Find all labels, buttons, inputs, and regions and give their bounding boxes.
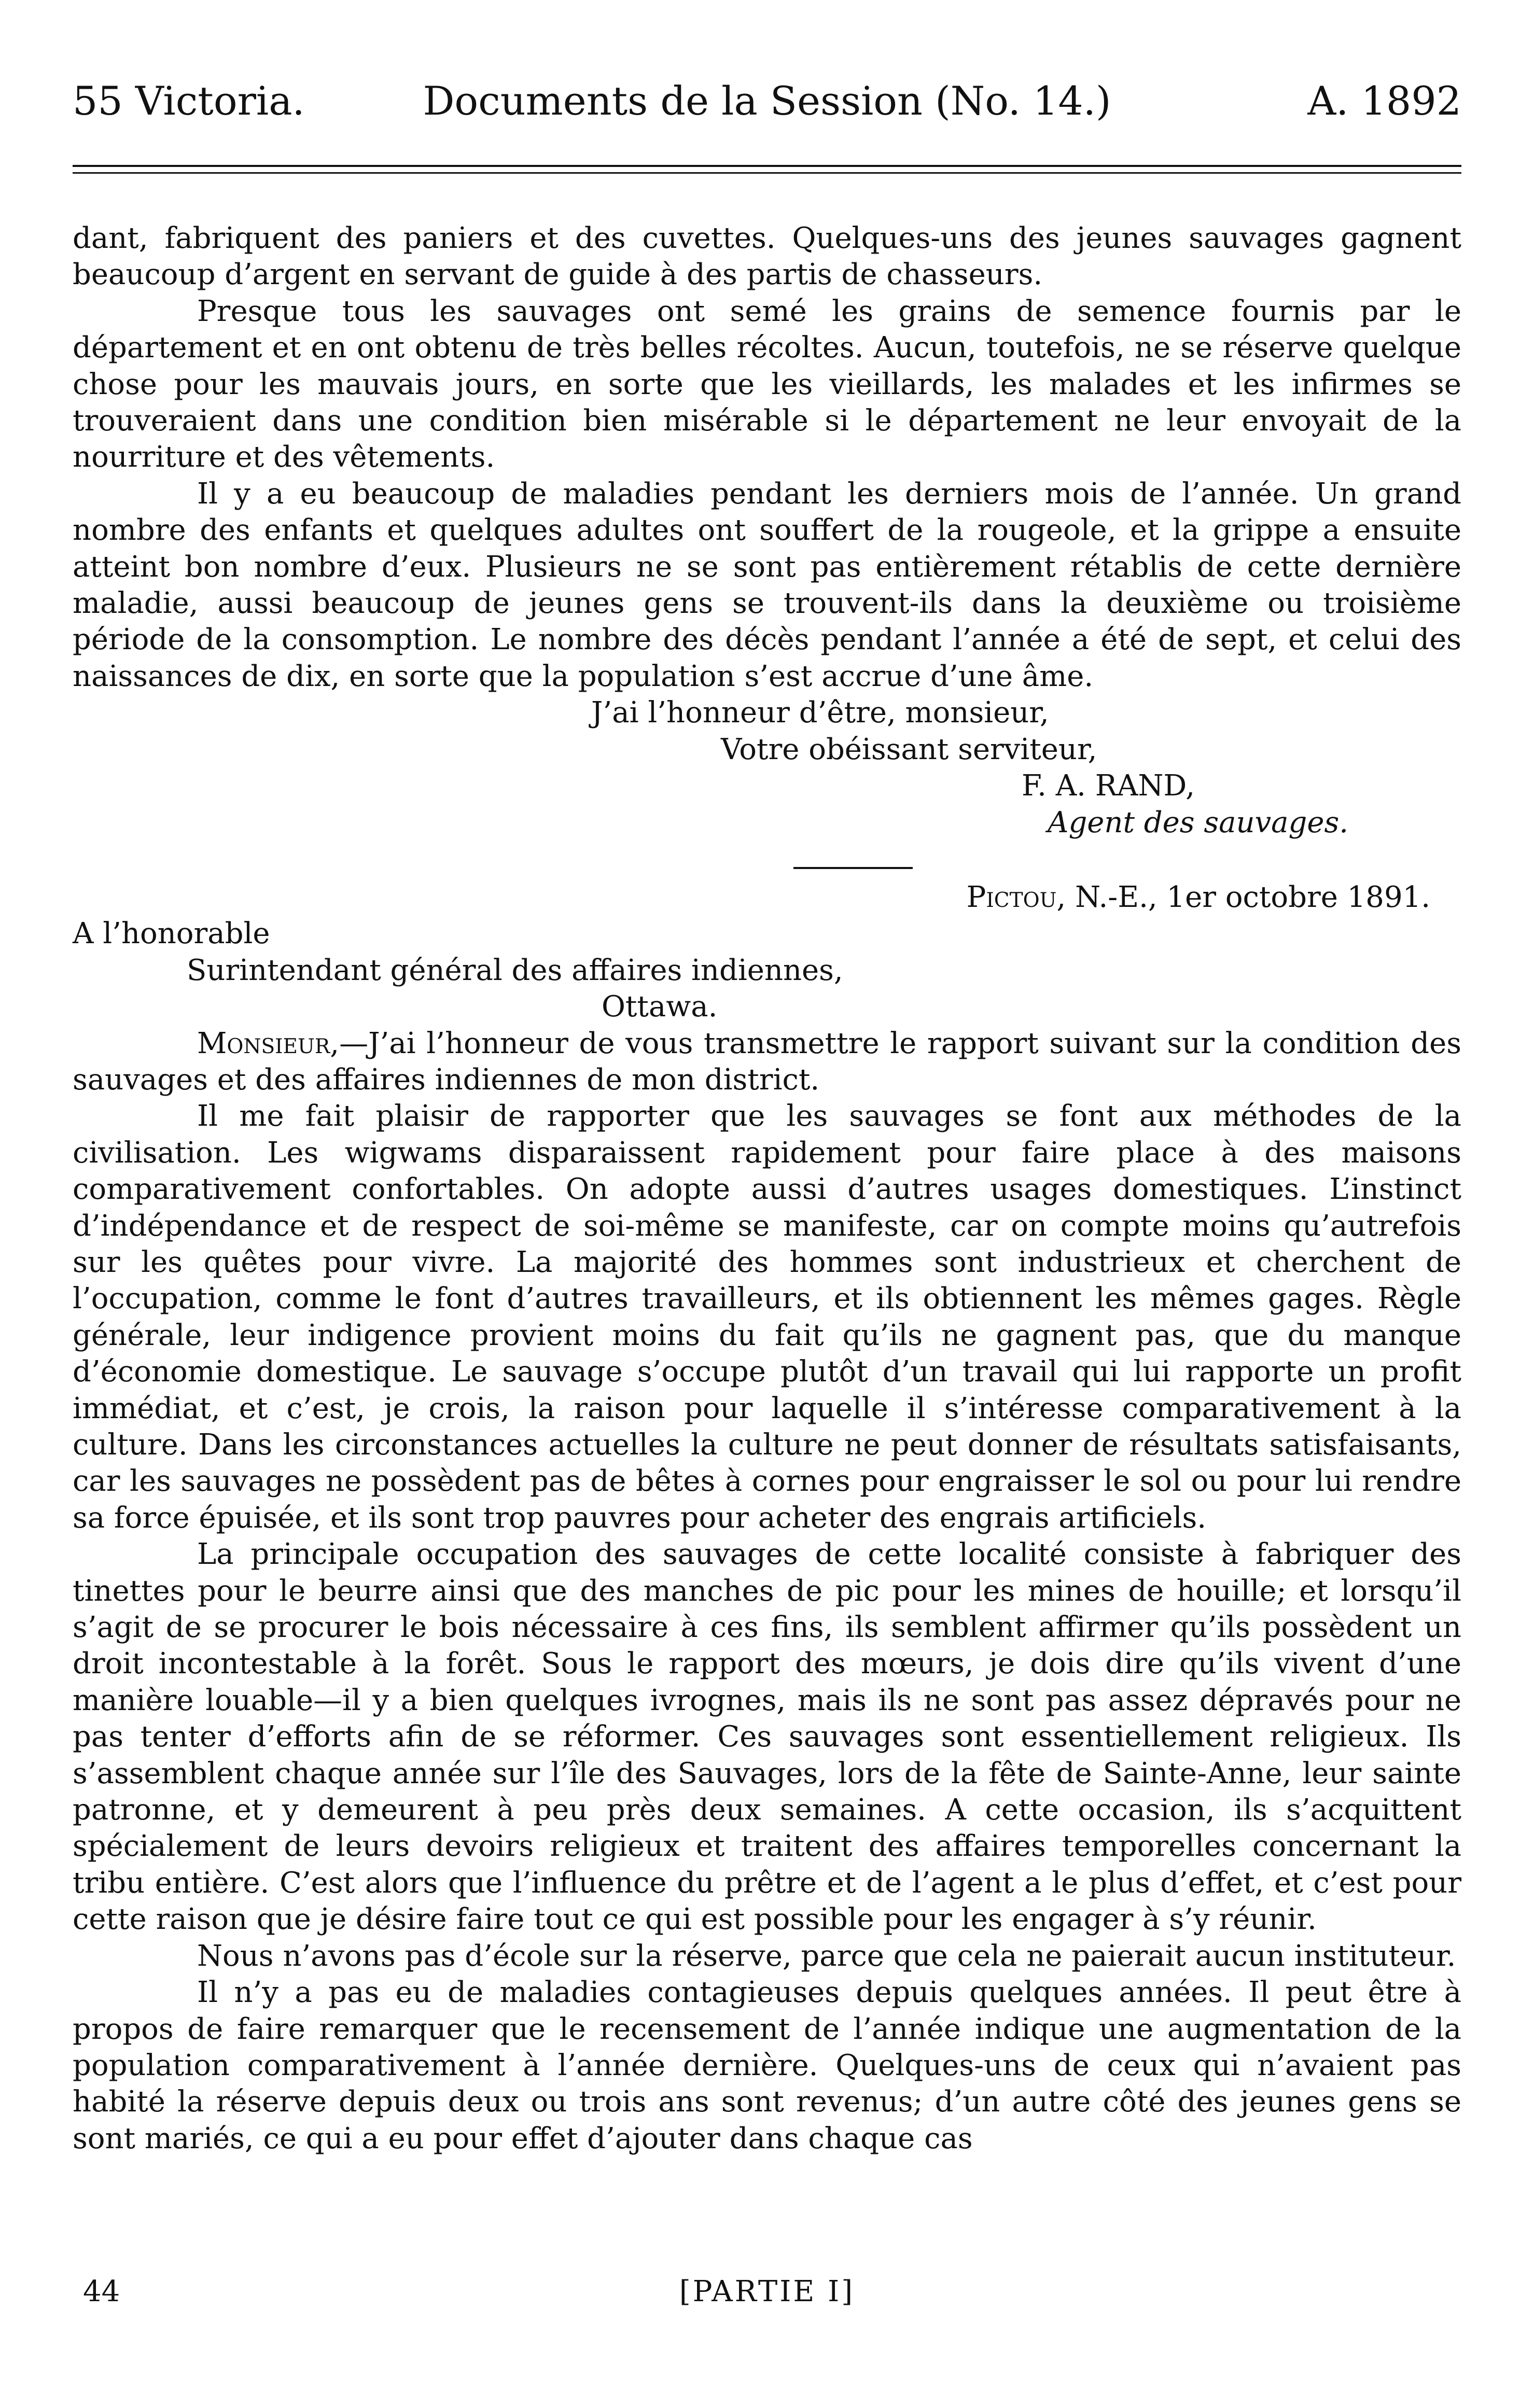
- letter2-place: Pictou,: [966, 880, 1066, 914]
- letter1-paragraph-1: dant, fabriquent des paniers et des cuvettes. Quelques-uns des jeunes sauvages gagnent beaucoup d’argent en servant de guide à des partis de chasseurs.: [73, 221, 1461, 292]
- letter2-paragraph-1-text: —J’ai l’honneur de vous transmettre le rapport suivant sur la condition des sauvages et des affaires indiennes de mon district.: [73, 1026, 1461, 1097]
- letter2-paragraph-2: Il me fait plaisir de rapporter que les sauvages se font aux méthodes de la civilisation. Les wigwams disparaissent rapidement pour faire place à des maisons comparativement confortables. On adopte aussi d’autres usages domestiques. L’instinct d’indépendance et de respect de soi-même se manifeste, car on compte moins qu’autrefois sur les quêtes pour vivre. La majorité des hommes sont industrieux et cherchent de l’occupation, comme le font d’autres travailleurs, et ils obtiennent les mêmes gages. Règle générale, leur indigence provient moins du fait qu’ils ne gagnent pas, que du manque d’économie domestique. Le sauvage s’occupe plutôt d’un travail qui lui rapporte un profit immédiat, et c’est, je crois, la raison pour laquelle il s’intéresse comparativement à la culture. Dans les circonstances actuelles la culture ne peut donner de résultats satisfaisants, car les sauvages ne possèdent pas de bêtes à cornes pour engraisser le sol ou pour lui rendre sa force épuisée, et ils sont trop pauvres pour acheter des engrais artificiels.: [73, 1099, 1461, 1535]
- section-divider: [793, 867, 913, 869]
- letter2-paragraph-1: [73, 1026, 1461, 1099]
- part-label: [PARTIE I]: [679, 2275, 855, 2308]
- letter1-signer-title: Agent des sauvages.: [1048, 805, 1349, 839]
- letter2-paragraph-5: Il n’y a pas eu de maladies contagieuses depuis quelques années. Il peut être à propos de faire remarquer que le recensement de l’année indique une augmentation de la population comparativement à l’année dernière. Quelques-uns de ceux qui n’avaient pas habité la réserve depuis deux ou trois ans sont revenus; d’un autre côté des jeunes gens se sont mariés, ce qui a eu pour effet d’ajouter dans chaque cas: [73, 1976, 1461, 2155]
- letter2-address-line-3: Ottawa.: [602, 990, 718, 1024]
- letter2-address-line-2: Surintendant général des affaires indiennes,: [187, 953, 843, 987]
- body-text: [73, 220, 1461, 2157]
- page-number: 44: [83, 2275, 120, 2308]
- header-year: A. 1892: [1307, 78, 1461, 124]
- letter2-date: N.-E., 1er octobre 1891.: [1075, 880, 1430, 914]
- header-document-title: Documents de la Session (No. 14.): [423, 78, 1111, 124]
- letter2-salutation: Monsieur,: [197, 1026, 340, 1060]
- header-session-year: 55 Victoria.: [73, 78, 305, 124]
- header-rule-bottom: [73, 172, 1461, 174]
- letter1-paragraph-3: Il y a eu beaucoup de maladies pendant les derniers mois de l’année. Un grand nombre des enfants et quelques adultes ont souffert de la rougeole, et la grippe a ensuite atteint bon nombre d’eux. Plusieurs ne se sont pas entièrement rétablis de cette dernière maladie, aussi beaucoup de jeunes gens se trouvent-ils dans la deuxième ou troisième période de la consomption. Le nombre des décès pendant l’année a été de sept, et celui des naissances de dix, en sorte que la population s’est accrue d’une âme.: [73, 477, 1461, 693]
- letter2-paragraph-4: Nous n’avons pas d’école sur la réserve, parce que cela ne paierait aucun instituteur.: [197, 1939, 1456, 1973]
- letter2-place-date: [73, 879, 1461, 916]
- letter1-closing-line-1: J’ai l’honneur d’être, monsieur,: [591, 696, 1049, 730]
- header-rule-top: [73, 165, 1461, 167]
- letter2-paragraph-3: La principale occupation des sauvages de cette localité consiste à fabriquer des tinettes pour le beurre ainsi que des manches de pic pour les mines de houille; et lorsqu’il s’agit de se procurer le bois nécessaire à ces fins, ils semblent affirmer qu’ils possèdent un droit incontestable à la forêt. Sous le rapport des mœurs, je dois dire qu’ils vivent d’une manière louable—il y a bien quelques ivrognes, mais ils ne sont pas assez dépravés pour ne pas tenter d’efforts afin de se réformer. Ces sauvages sont essentiellement religieux. Ils s’assemblent chaque année sur l’île des Sauvages, lors de la fête de Sainte-Anne, leur sainte patronne, et y demeurent à peu près deux semaines. A cette occasion, ils s’acquittent spécialement de leurs devoirs religieux et traitent des affaires temporelles concernant la tribu entière. C’est alors que l’influence du prêtre et de l’agent a le plus d’effet, et c’est pour cette raison que je désire faire tout ce qui est possible pour les engager à s’y réunir.: [73, 1537, 1461, 1937]
- letter1-paragraph-2: Presque tous les sauvages ont semé les grains de semence fournis par le département et en ont obtenu de très belles récoltes. Aucun, toutefois, ne se réserve quelque chose pour les mauvais jours, en sorte que les vieillards, les malades et les infirmes se trouveraient dans une condition bien misérable si le département ne leur envoyait de la nourriture et des vêtements.: [73, 294, 1461, 474]
- letter1-signer: F. A. RAND,: [1022, 769, 1195, 803]
- letter1-closing-line-2: Votre obéissant serviteur,: [721, 732, 1097, 766]
- letter2-address-line-1: A l’honorable: [73, 917, 270, 951]
